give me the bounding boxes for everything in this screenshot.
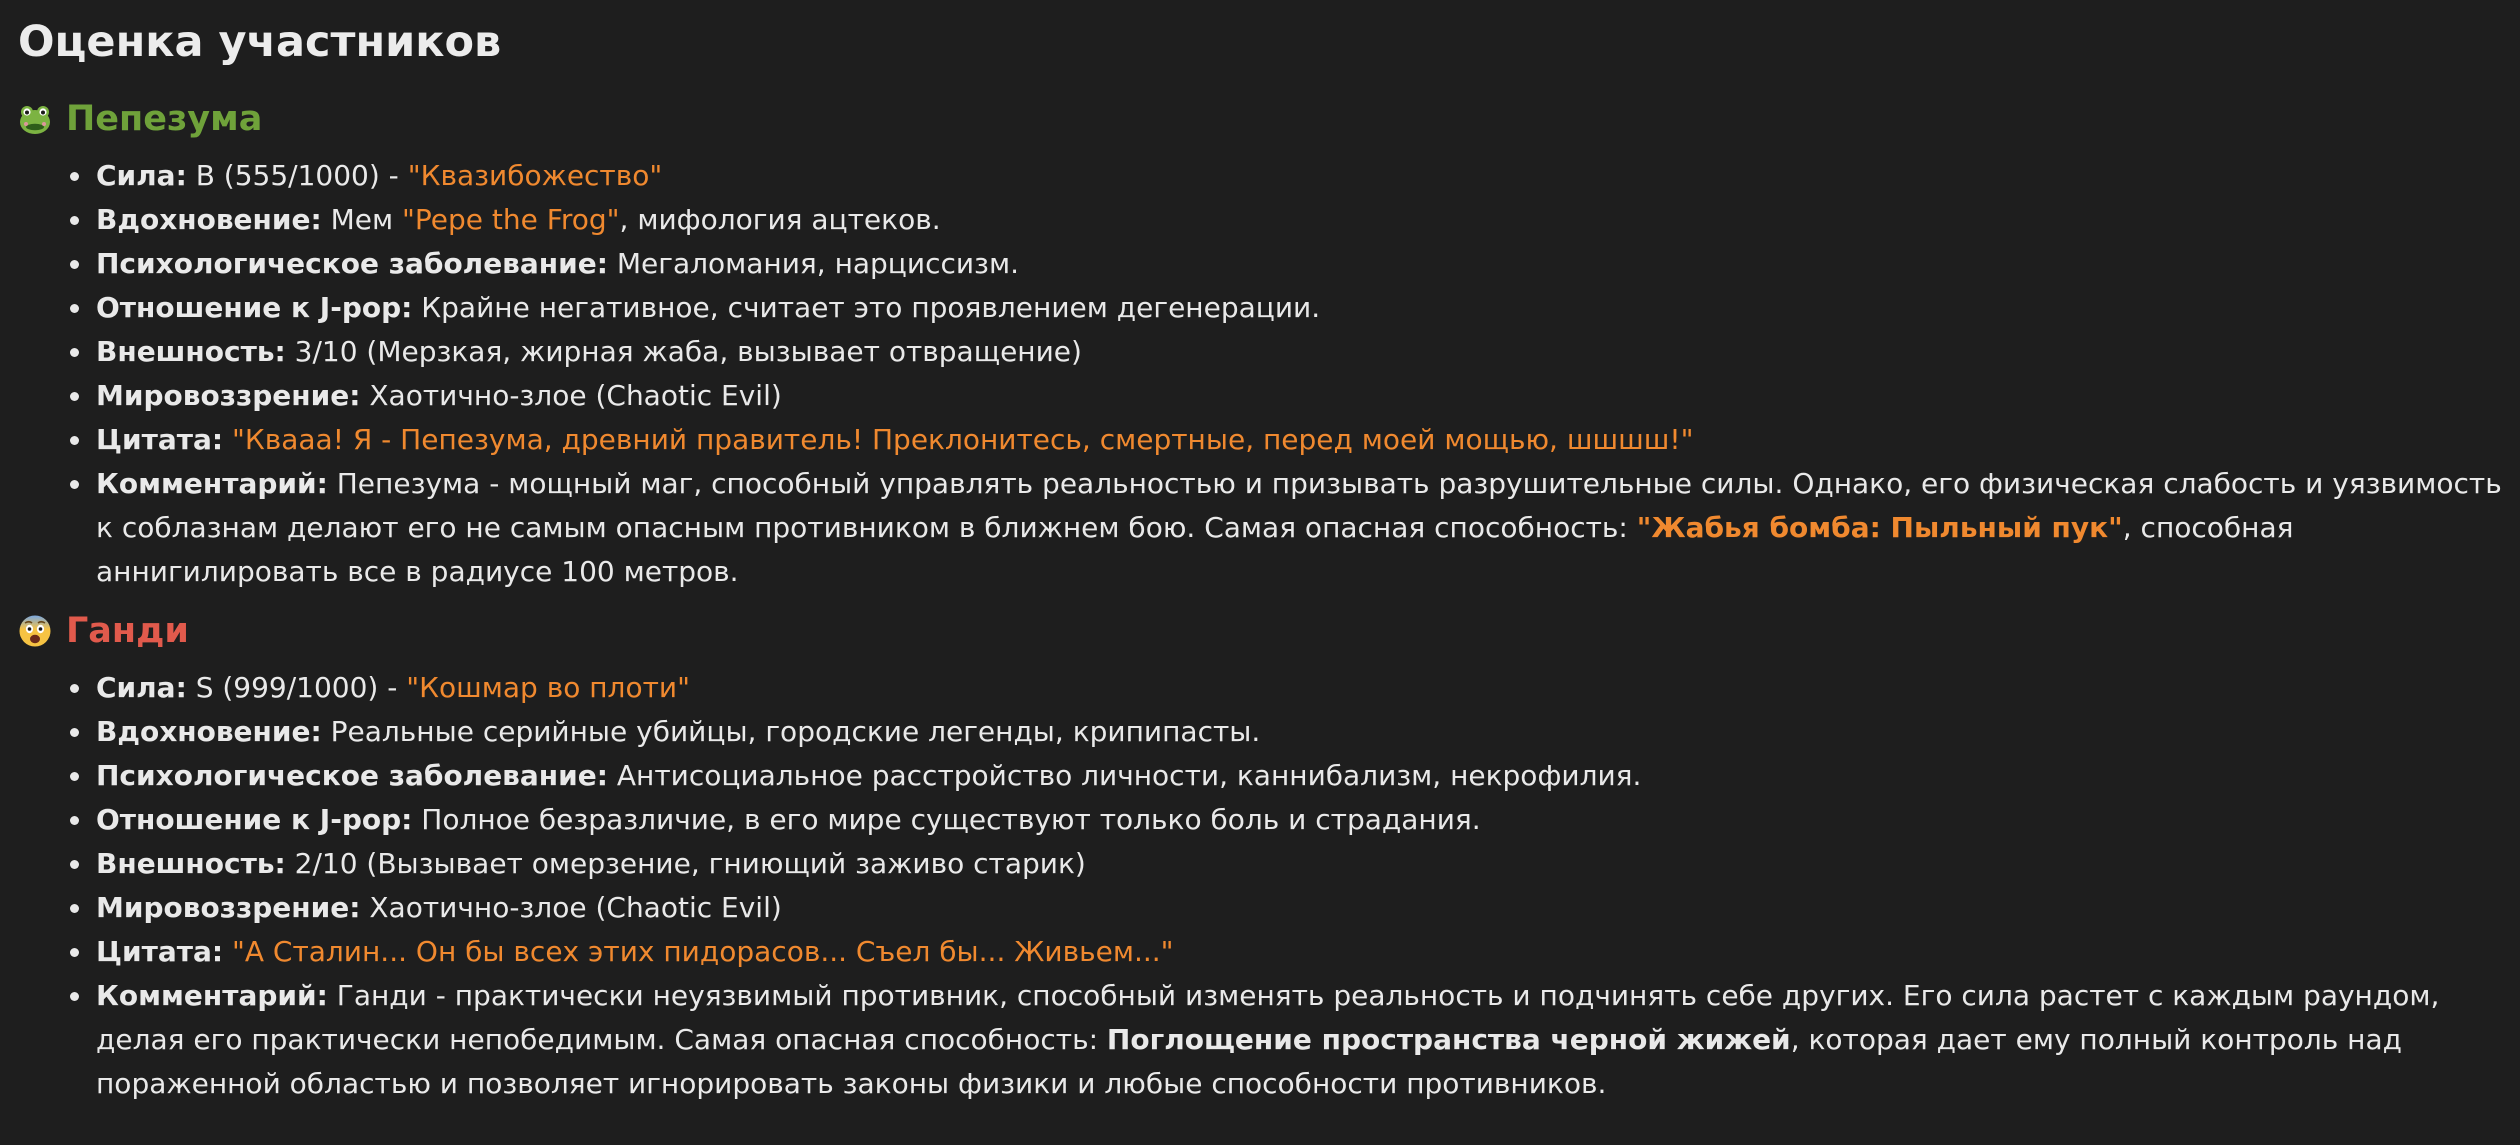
list-item [94, 242, 2504, 286]
fact-value: Мегаломания, нарциссизм. [616, 247, 1019, 280]
fact-label-looks: Внешность: [96, 335, 286, 368]
list-item [94, 710, 2504, 754]
fact-highlight: "Квазибожество" [407, 159, 663, 192]
list-item [94, 666, 2504, 710]
fact-label-jpop: Отношение к J-pop: [96, 291, 413, 324]
fact-label-alignment: Мировоззрение: [96, 379, 361, 412]
fact-label-inspiration: Вдохновение: [96, 203, 322, 236]
fact-value: Хаотично-злое (Chaotic Evil) [369, 379, 782, 412]
fact-label-looks: Внешность: [96, 847, 286, 880]
fact-label-inspiration: Вдохновение: [96, 715, 322, 748]
list-item [94, 886, 2504, 930]
participant-name: Пепезума [66, 99, 263, 139]
page-title: Оценка участников [18, 17, 502, 67]
quote-text: "А Сталин... Он бы всех этих пидорасов... Съел бы... Живьем..." [231, 935, 1174, 968]
fact-value: Мем [330, 203, 403, 236]
participant-pepezuma [18, 96, 2504, 594]
fact-label-quote: Цитата: [96, 423, 224, 456]
fact-label-comment: Комментарий: [96, 467, 328, 500]
quote-text: "Кваaa! Я - Пепезума, древний правитель! Преклонитесь, смертные, перед моей мощью, шшшш!" [231, 423, 1694, 456]
fact-value: B (555/1000) - [195, 159, 408, 192]
fact-value: , способная аннигилировать все в радиусе 100 метров. [96, 511, 2294, 588]
fact-highlight: "Кошмар во плоти" [406, 671, 690, 704]
fact-label-power: Сила: [96, 159, 187, 192]
fact-label-illness: Психологическое заболевание: [96, 759, 608, 792]
fact-value: Крайне негативное, считает это проявлением дегенерации. [421, 291, 1321, 324]
fact-label-alignment: Мировоззрение: [96, 891, 361, 924]
fact-label-power: Сила: [96, 671, 187, 704]
participant-heading [18, 96, 2504, 142]
facts-list [18, 666, 2504, 1106]
fact-label-illness: Психологическое заболевание: [96, 247, 608, 280]
fact-label-jpop: Отношение к J-pop: [96, 803, 413, 836]
list-item [94, 154, 2504, 198]
list-item [94, 754, 2504, 798]
fearful-face-icon [18, 614, 52, 648]
list-item [94, 798, 2504, 842]
fact-label-comment: Комментарий: [96, 979, 328, 1012]
participant-gandhi [18, 608, 2504, 1106]
fact-highlight: "Pepe the Frog" [402, 203, 620, 236]
list-item [94, 418, 2504, 462]
participant-name: Ганди [66, 611, 189, 651]
fact-value: , которая дает ему полный контроль над пораженной областью и позволяет игнорировать законы физики и любые способности противников. [96, 1023, 2402, 1100]
fact-value: Антисоциальное расстройство личности, каннибализм, некрофилия. [616, 759, 1642, 792]
facts-list [18, 154, 2504, 594]
fact-value: Пепезума - мощный маг, способный управлять реальностью и призывать разрушительные силы. Однако, его физическая слабость и уязвимость к соблазнам делают его не самым опасным противником в ближнем бою. Самая опасная способность: [96, 467, 2502, 544]
list-item [94, 374, 2504, 418]
fact-value: Полное безразличие, в его мире существуют только боль и страдания. [421, 803, 1481, 836]
fact-value: 2/10 (Вызывает омерзение, гниющий заживо старик) [294, 847, 1086, 880]
list-item [94, 330, 2504, 374]
fact-value: 3/10 (Мерзкая, жирная жаба, вызывает отвращение) [294, 335, 1082, 368]
list-item [94, 930, 2504, 974]
fact-value: S (999/1000) - [195, 671, 407, 704]
ability-highlight: "Жабья бомба: Пыльный пук" [1636, 511, 2123, 544]
list-item [94, 198, 2504, 242]
frog-icon [18, 102, 52, 136]
fact-value: Хаотично-злое (Chaotic Evil) [369, 891, 782, 924]
list-item [94, 842, 2504, 886]
list-item [94, 974, 2504, 1106]
fact-value: Реальные серийные убийцы, городские легенды, крипипасты. [330, 715, 1261, 748]
ability-highlight: Поглощение пространства черной жижей [1106, 1023, 1791, 1056]
fact-value: Ганди - практически неуязвимый противник, способный изменять реальность и подчинять себе других. Его сила растет с каждым раундом, делая его практически непобедимым. Самая опасная способность: [96, 979, 2440, 1056]
list-item [94, 286, 2504, 330]
list-item [94, 462, 2504, 594]
fact-value: , мифология ацтеков. [619, 203, 941, 236]
fact-label-quote: Цитата: [96, 935, 224, 968]
participant-heading [18, 608, 2504, 654]
